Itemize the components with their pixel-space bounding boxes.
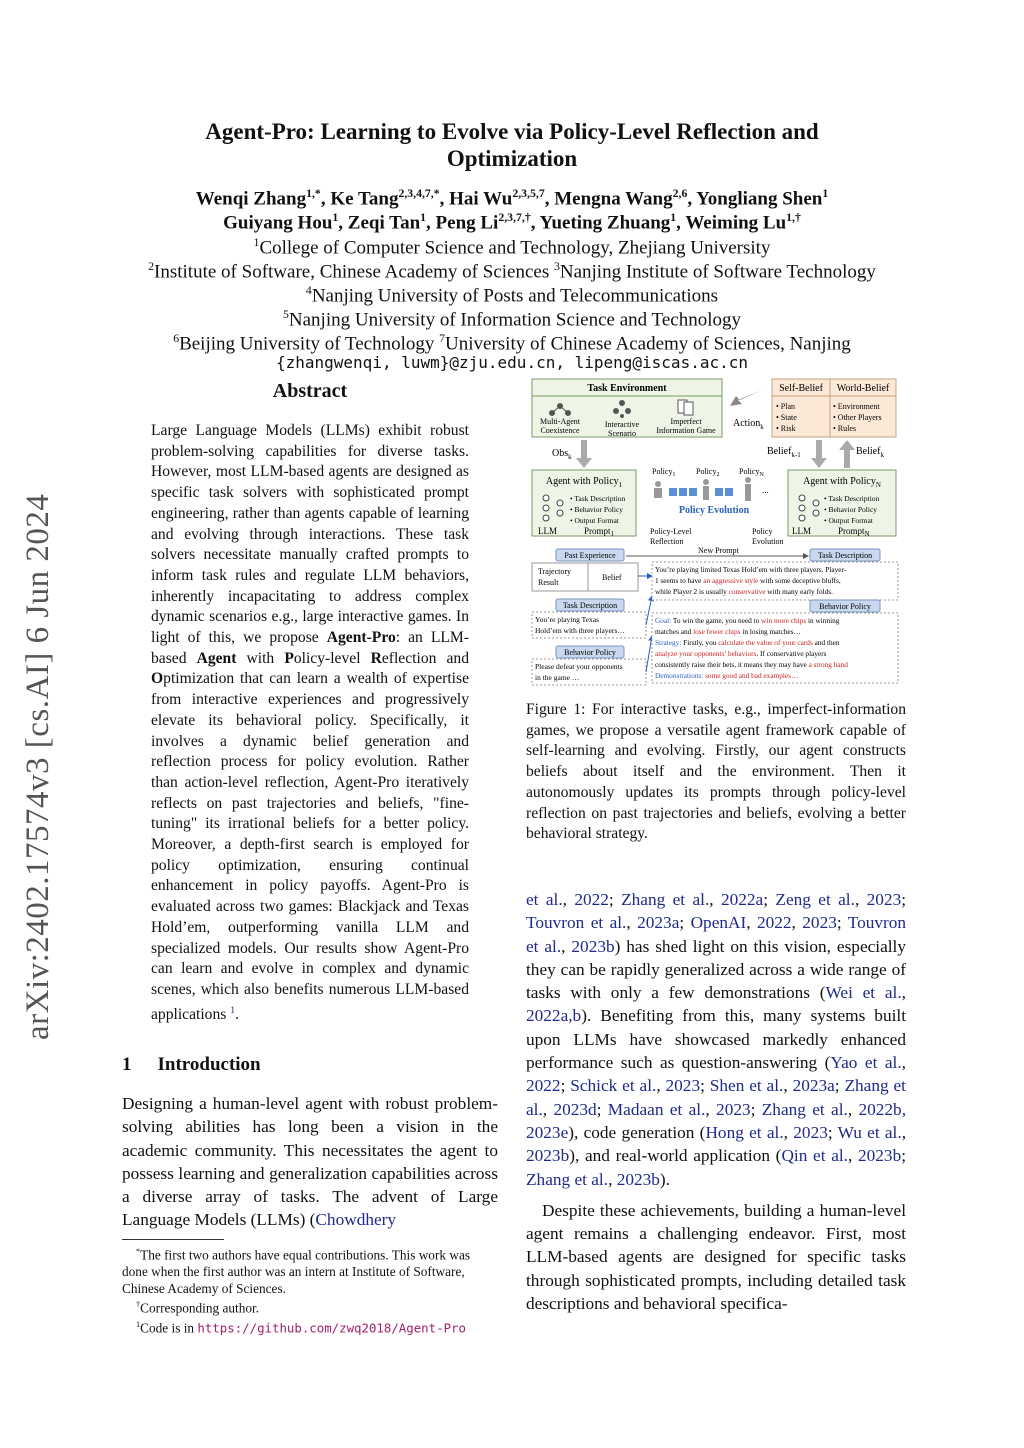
cards-icon	[678, 400, 693, 415]
figure-1-svg	[526, 376, 908, 686]
citation-link[interactable]: Touvron et al.	[526, 913, 627, 933]
citation-link[interactable]: 2022a	[720, 890, 764, 909]
intro-paragraph-2: Despite these achievements, building a human-level agent remains a challenging endeavor. First, most LLM-based agents are designed for specific tasks through sophisticated prompts, including detailed task descriptions and behavioral specifica-	[526, 1200, 906, 1314]
author: Wenqi Zhang	[195, 188, 307, 210]
intro-right-column: et al., 2022; Zhang et al., 2022a; Zeng et al., 2023; Touvron et al., 2023a; OpenAI, 2022, 2023; Touvron et al., 2023b) has shed light on this vision, especially they can be rapidly generalized across a wide range of tasks with only a few demonstrations (Wei et al., 2022a,b). Benefiting from this, many systems built upon LLMs have showcased markedly enhanced performance such as question-answering (Yao et al., 2022; Schick et al., 2023; Shen et al., 2023a; Zhang et al., 2023d; Madaan et al., 2023; Zhang et al., 2022b, 2023e), code generation (Hong et al., 2023; Wu et al., 2023b), and real-world application (Qin et al., 2023b; Zhang et al., 2023b). Despite these achievements, building a human-level agent remains a challenging endeavor. First, most LLM-based agents are designed for specific tasks through sophisticated prompts, including detailed task descriptions and behavioral specifica-	[526, 888, 906, 1315]
citation-link[interactable]: 2023b	[858, 1146, 902, 1166]
intro-left-column	[122, 1092, 498, 1232]
fig-agent1-title: Agent with Policy$_1$	[545, 476, 623, 489]
belief-up-arrow-icon	[839, 440, 855, 468]
caption-text: For interactive tasks, e.g., imperfect-information games, we propose a versatile agent framework capable of self-learning and evolving. Firstly, our agent constructs beliefs about itself and the environment. Then it autonomously updates its prompts through policy-level reflection on past trajectories and beliefs, evolving a better behavioral strategy.	[526, 701, 906, 843]
fig-policy-evolution-label: Policy Evolution	[678, 505, 750, 516]
abstract-text: olicy-level	[293, 649, 371, 667]
footnotes	[122, 1244, 498, 1337]
fig-label: • Output Format	[570, 516, 619, 525]
fig-pol2: Policy$_2$	[696, 467, 720, 478]
authors-line-2: Guiyang Hou$^1$, Zeqi Tan$^1$, Peng $Li^{2,3,7,\dagger}$, Yueting Zhuang$^1$, Weiming $Lu^{1,\dagger}$	[223, 211, 801, 234]
fig-label: • Behavior Policy	[570, 505, 624, 514]
belief-down-arrow-icon	[811, 440, 827, 468]
affil-text: Nanjing University of Information Science and Technology	[288, 309, 741, 331]
abstract-bold: Agent-Pro	[326, 629, 396, 647]
fig-label: Multi-Agent	[540, 417, 580, 426]
footnote-rule	[122, 1239, 224, 1240]
evolving-figures-icon	[654, 477, 751, 501]
citation-link[interactable]: Zhang et al.	[526, 1169, 609, 1189]
fig-promptn: Prompt$_N$	[838, 526, 870, 538]
affil-text: Beijing University of Technology	[179, 333, 435, 355]
footnote-text: The first two authors have equal contributions. This work was done when the first author was an intern at Institute of Software, Chinese Academy of Sciences.	[122, 1247, 471, 1296]
fig-prompt1: Prompt$_1$	[584, 526, 615, 538]
fig-label: Behavior Policy	[564, 648, 616, 657]
title-line-1: Agent-Pro: Learning to Evolve via Policy-Level Reflection and	[205, 119, 819, 144]
abstract-text: Large Language Models (LLMs) exhibit robust problem-solving capabilities for diverse tasks. However, most LLM-based agents are designed as specific task solvers with sophisticated prompt engineering, rather than agents capable of learning and evolving through interactions. These task solvers necessitate manually crafted prompts to inform task rules and regulate LLM behaviors, inherently incapacitating to address complex dynamic scenarios e.g., large interactive games. In light of this, we propose	[151, 422, 469, 647]
fig-label: • Risk	[776, 424, 796, 433]
footnote-text: Code is in	[140, 1320, 198, 1336]
author: Mengna Wang	[554, 188, 673, 210]
citation-link[interactable]: 2023b	[526, 1146, 570, 1166]
intro-text: Designing a human-level agent with robust problem-solving abilities has long been a vision in the academic community. This necessitates the agent to possess learning and generalization capabilities across a diverse array of tasks. The advent of Large Language Models (LLMs) (	[122, 1094, 498, 1230]
fig-label: LLM	[792, 526, 811, 536]
abstract-text: eflection and	[381, 649, 469, 667]
author: Peng Li	[435, 212, 499, 234]
citation-link[interactable]: 2023	[665, 1076, 701, 1096]
fig-label: Task Description	[562, 601, 618, 610]
citation-link[interactable]: 2023a	[792, 1076, 835, 1096]
section-heading	[122, 1054, 287, 1076]
author-emails[interactable]: {zhangwenqi, luwm}@zju.edu.cn, lipeng@iscas.ac.cn	[275, 353, 748, 372]
citation-link[interactable]: 2022	[756, 913, 792, 933]
fig-label: Goal: To win the game, you need to win more chips in winning	[655, 616, 840, 625]
fig-label: 1 seems to have an aggressive style with some deceptive bluffs,	[655, 576, 841, 585]
author: Guiyang Hou	[223, 212, 333, 234]
citation-link[interactable]: Yao et al.	[830, 1053, 902, 1073]
footnote-mark: 1	[136, 1320, 141, 1330]
affil-text: College of Computer Science and Technology, Zhejiang University	[259, 237, 771, 259]
intro-text: ), code generation (	[568, 1122, 706, 1142]
fig-label: Demonstrations: some good and bad examples…	[655, 671, 799, 680]
citation-link[interactable]: et al.	[526, 890, 563, 909]
citation-link[interactable]: 2023	[866, 890, 902, 909]
affil-sup: 7	[439, 332, 446, 345]
fig-label: New Prompt	[698, 546, 739, 555]
citation-link[interactable]: 2023d	[553, 1099, 597, 1119]
footnote-text: Corresponding author.	[140, 1300, 260, 1316]
fig-agentn-title: Agent with Policy$_N$	[803, 476, 881, 489]
author-sup: 2,6	[672, 187, 688, 200]
citation-link[interactable]: Wei et al.	[825, 983, 902, 1003]
affil-sup: 6	[173, 332, 180, 345]
fig-poln: Policy$_N$	[739, 467, 764, 478]
intro-text: ). Benefiting from this, many systems built upon LLMs have showcased markedly enhanced performance such as question-answering (	[526, 1006, 906, 1073]
abstract-bold: R	[370, 649, 382, 667]
affiliation-6-7	[60, 327, 964, 356]
fig-label: Reflection	[650, 537, 684, 546]
fig-label: Belief	[602, 573, 622, 582]
footnote-mark: *	[136, 1247, 141, 1256]
fig-label: Past Experience	[564, 551, 616, 560]
affil-sup: 5	[283, 308, 289, 321]
fig-label: • Rules	[833, 424, 857, 433]
fig-label: • Output Format	[824, 516, 873, 525]
citation-link[interactable]: Hong et al.	[705, 1122, 784, 1142]
citation-link[interactable]: 2023a	[637, 913, 680, 933]
citation-link[interactable]: 2023	[793, 1122, 828, 1142]
affil-text: University of Chinese Academy of Sciences, Nanjing	[445, 333, 851, 355]
citation-link[interactable]: Qin et al.	[781, 1146, 848, 1166]
fig-label: Policy	[752, 527, 773, 536]
caption-label: Figure 1:	[526, 701, 586, 718]
affil-text: Nanjing University of Posts and Telecommunications	[311, 285, 719, 307]
author-sup: 1	[332, 211, 339, 224]
task-env-title: Task Environment	[587, 383, 667, 394]
footnote-mark: †	[136, 1300, 141, 1310]
fig-label: Evolution	[752, 537, 784, 546]
citation-link[interactable]: 2023	[802, 913, 837, 933]
citation-link[interactable]: Madaan et al.	[607, 1099, 706, 1119]
intro-text: ) has shed light on this vision, especially they can be rapidly generalized across a wide range of tasks with only a few demonstrations (	[526, 936, 906, 1003]
author: Yongliang Shen	[696, 188, 823, 210]
affil-sup: 1	[253, 236, 260, 249]
fig-label: Behavior Policy	[819, 602, 871, 611]
citation-link[interactable]: Touvron et al.	[526, 913, 907, 956]
fig-label: analyze your opponents’ behaviors. If conservative players	[655, 649, 827, 658]
intro-text: ), and real-world application (	[569, 1146, 782, 1166]
fig-label: Hold’em with three players…	[535, 626, 625, 635]
section-title: Introduction	[157, 1054, 261, 1075]
fig-pol1: Policy$_1$	[652, 467, 676, 478]
fig-label: • Behavior Policy	[824, 505, 878, 514]
abstract-text: : an LLM-based	[151, 629, 469, 667]
author-sup: 2,3,4,7,*	[398, 187, 440, 200]
fig-label: consistently raise their bets, it means they may have a strong hand	[655, 660, 848, 669]
authors-line-1: Wenqi Zhang$^{1,*}$, Ke Tang$^{2,3,4,7,*}$, Hai Wu$^{2,3,5,7}$, Mengna Wang$^{2,6}$, Yongliang Shen$^1$	[195, 187, 829, 210]
evolution-arrows-icon	[669, 488, 733, 496]
obs-arrow-icon	[576, 440, 592, 468]
affil-sup: 3	[553, 260, 560, 273]
author-sup: 2,3,7,†	[498, 211, 531, 224]
author-sup: 1,†	[786, 211, 801, 224]
fig-label: Coexistence	[540, 426, 580, 435]
fig-label: • Plan	[776, 402, 796, 411]
fig-label: You’re playing Texas	[535, 615, 599, 624]
fig-label: while Player 2 is usually conservative with many early folds.	[655, 587, 833, 596]
fig-label: • Task Description	[570, 494, 626, 503]
abstract-text: ptimization that can learn a wealth of expertise from interactive experiences and progressively elevate its behavioral policy. Specifically, it involves a dynamic belief generation and reflection process for policy evolution. Rather than action-level reflection, Agent-Pro iteratively reflects on past trajectories and beliefs, "fine-tuning" its irrational beliefs for a better policy. Moreover, a depth-first search is employed for policy optimization, ensuring continual enhancement in policy payoffs. Agent-Pro is evaluated across two games: Blackjack and Texas Hold’em, outperforming vanilla LLM and specialized models. Our results show Agent-Pro can learn and evolve in complex and dynamic scenes, which also benefits numerous LLM-based applications	[151, 670, 469, 1023]
citation-link[interactable]: Wu et al.	[837, 1122, 902, 1142]
fig-label: Result	[538, 578, 559, 587]
abstract-bold: Agent	[196, 649, 237, 667]
arxiv-identifier: arXiv:2402.17574v3 [cs.AI] 6 Jun 2024	[20, 493, 56, 1040]
fig-label: Strategy: Firstly, you calculate the value of your cards and then	[655, 638, 840, 647]
fig-label: • Environment	[833, 402, 880, 411]
author: Weiming Lu	[685, 212, 787, 234]
author: Hai Wu	[449, 188, 513, 210]
fig-label: matches and lose fewer chips in losing matches…	[655, 627, 801, 636]
abstract-heading: Abstract	[272, 380, 348, 402]
author-sup: 1	[670, 211, 677, 224]
footnote-link[interactable]: 1	[230, 1004, 236, 1016]
citation-link[interactable]: Zhang et al.	[761, 1099, 848, 1119]
abstract-text: with	[236, 649, 285, 667]
fig-label: Self-Belief	[779, 383, 823, 394]
author-sup: 2,3,5,7	[512, 187, 545, 200]
fig-label: • State	[776, 413, 797, 422]
fig-label: ...	[762, 485, 769, 495]
action-arrow-icon	[730, 390, 762, 406]
flow-arrow	[646, 636, 652, 672]
citation-link[interactable]: Chowdhery	[315, 1210, 397, 1230]
intro-text: ).	[659, 1169, 670, 1189]
citation-link[interactable]: Zeng et al.	[775, 890, 855, 909]
affil-sup: 2	[148, 260, 155, 273]
figure-1-caption	[526, 700, 906, 845]
affil-text: Nanjing Institute of Software Technology	[559, 261, 876, 283]
fig-label: Scenario	[608, 429, 636, 438]
fig-label: Imperfect	[670, 417, 702, 426]
author: Ke Tang	[330, 188, 399, 210]
fig-label: in the game …	[535, 673, 580, 682]
fig-label: Trajectory	[538, 567, 572, 576]
affil-text: Institute of Software, Chinese Academy of Sciences	[154, 261, 550, 283]
fig-label: LLM	[538, 526, 557, 536]
citation-link[interactable]: 2022b, 2023e	[526, 1099, 907, 1142]
fig-obs-label: Obs$_k$	[552, 448, 572, 461]
citation-link[interactable]: 2022	[574, 890, 609, 909]
affil-sup: 4	[305, 284, 312, 297]
citation-link[interactable]: Zhang et al.	[621, 890, 710, 909]
fig-label: Policy-Level	[650, 527, 692, 536]
fig-belief-right-label: Belief$_k$	[856, 446, 884, 459]
fig-action-label: Action$_k$	[733, 418, 764, 431]
citation-link[interactable]: OpenAI	[690, 913, 747, 933]
abstract-bold: P	[284, 649, 294, 667]
citation-link[interactable]: 2022	[526, 1076, 561, 1096]
fig-label: • Task Description	[824, 494, 880, 503]
author-sup: 1	[420, 211, 427, 224]
author: Yueting Zhuang	[539, 212, 671, 234]
citation-link[interactable]: 2023	[716, 1099, 751, 1119]
title-line-2: Optimization	[446, 146, 578, 171]
fig-label: Task Description	[817, 551, 873, 560]
author-sup: 1,*	[306, 187, 321, 200]
abstract-body	[151, 421, 469, 1026]
citation-link[interactable]: 2023b	[616, 1169, 660, 1189]
flow-arrow	[646, 596, 652, 625]
fig-label: • Other Players	[833, 413, 882, 422]
paper-title	[120, 118, 904, 172]
code-url-link[interactable]: https://github.com/zwq2018/Agent-Pro	[197, 1320, 466, 1336]
citation-link[interactable]: Schick et al.	[570, 1076, 657, 1096]
citation-link[interactable]: Shen et al.	[709, 1076, 784, 1096]
fig-label: Please defeat your opponents	[535, 662, 623, 671]
figure-1	[526, 376, 908, 686]
fig-label: World-Belief	[836, 383, 890, 394]
citation-link[interactable]: 2023b	[571, 936, 615, 956]
author: Zeqi Tan	[347, 212, 421, 234]
citation-link[interactable]: Zhang et al.	[526, 1076, 906, 1119]
abstract-bold: O	[151, 670, 164, 688]
fig-label: Interactive	[604, 420, 640, 429]
fig-label: Information Game	[656, 426, 716, 435]
section-number: 1	[122, 1054, 132, 1075]
fig-label: You’re playing limited Texas Hold’em with three players. Player-	[655, 565, 847, 574]
abstract-text: .	[235, 1005, 239, 1023]
fig-belief-left-label: Belief$_{k-1}$	[767, 446, 801, 459]
author-sup: 1	[822, 187, 829, 200]
citation-link[interactable]: 2022a,b	[526, 1006, 582, 1026]
